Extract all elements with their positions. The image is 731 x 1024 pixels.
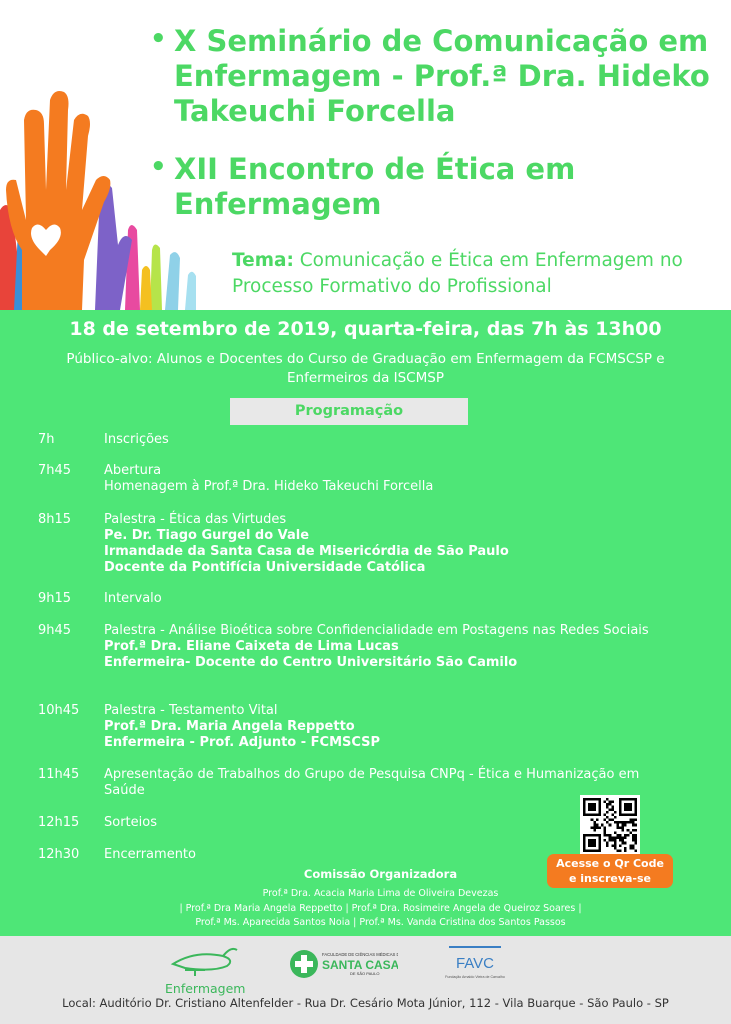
target-audience: Público-alvo: Alunos e Docentes do Curso de Graduação em Enfermagem da FCMSCSP e Enfermeiros da ISCMSP — [66, 351, 665, 386]
theme-text — [232, 248, 727, 300]
activity-text: Palestra - Análise Bioética sobre Confidencialidade em Postagens nas Redes Sociais — [104, 623, 649, 638]
lamp-icon — [165, 944, 245, 978]
logo2-small: FACULDADE DE CIÊNCIAS MÉDICAS DA — [322, 952, 398, 957]
activity-text: Palestra - Ética das Virtudes — [104, 512, 287, 527]
committee-line: Prof.ª Dra. Acacia Maria Lima de Oliveira Devezas — [262, 888, 499, 899]
program-row — [38, 703, 678, 751]
footer — [0, 936, 731, 1024]
program-heading: Programação — [230, 398, 468, 425]
logo3-sub: Fundação Arnaldo Vieira de Carvalho — [445, 975, 505, 979]
program-row — [38, 591, 678, 607]
logo3-text: FAVC — [455, 955, 495, 972]
speaker-text: Enfermeira - Prof. Adjunto - FCMSCSP — [104, 735, 381, 750]
qr-code-icon — [583, 798, 637, 852]
committee-line: Prof.ª Ms. Aparecida Santos Noia | Prof.ª Ms. Vanda Cristina dos Santos Passos — [195, 917, 566, 928]
header-section — [0, 0, 731, 310]
program-row — [38, 432, 678, 448]
speaker-text: Pe. Dr. Tiago Gurgel do Vale — [104, 528, 310, 543]
bullet-icon: • — [150, 24, 167, 54]
activity-text: Apresentação de Trabalhos do Grupo de Pesquisa CNPq - Ética e Humanização em Saúde — [104, 767, 640, 798]
activity-text: Intervalo — [104, 591, 162, 606]
program-activity — [104, 591, 678, 607]
program-time: 7h45 — [38, 463, 72, 478]
activity-text: Homenagem à Prof.ª Dra. Hideko Takeuchi Forcella — [104, 479, 434, 494]
event-date: 18 de setembro de 2019, quarta-feira, das 7h às 13h00 — [69, 318, 662, 340]
program-row — [38, 512, 678, 576]
program-row — [38, 463, 678, 495]
qr-button-line2: e inscreva-se — [568, 872, 651, 885]
program-time: 9h45 — [38, 623, 72, 638]
program-time: 12h15 — [38, 815, 80, 830]
program-activity — [104, 432, 678, 448]
activity-text: Abertura — [104, 463, 162, 478]
speaker-text: Enfermeira- Docente do Centro Universitário São Camilo — [104, 655, 518, 670]
seminar-title: • X Seminário de Comunicação em Enfermagem - Prof.ª Dra. Hideko Takeuchi Forcella — [150, 24, 710, 128]
program-activity — [104, 463, 678, 495]
bullet-icon: • — [150, 152, 167, 182]
activity-text: Encerramento — [104, 847, 196, 862]
theme-value: Comunicação e Ética em Enfermagem no Processo Formativo do Profissional — [232, 250, 683, 297]
logo2-main: SANTA CASA — [322, 958, 398, 972]
activity-text: Palestra - Testamento Vital — [104, 703, 278, 718]
program-time: 11h45 — [38, 767, 80, 782]
qr-code[interactable] — [580, 795, 640, 855]
enfermagem-logo-text: Enfermagem — [165, 981, 246, 996]
committee-line: | Prof.ª Dra Maria Angela Reppetto | Prof.ª Dra. Rosimeire Angela de Queiroz Soares | — [179, 903, 582, 914]
speaker-text: Irmandade da Santa Casa de Misericórdia de São Paulo — [104, 544, 509, 559]
committee-title: Comissão Organizadora — [303, 867, 458, 881]
qr-button-line1: Acesse o Qr Code — [556, 857, 664, 870]
santa-casa-icon — [288, 944, 398, 984]
program-time: 7h — [38, 432, 55, 447]
activity-text: Sorteios — [104, 815, 157, 830]
program-activity — [104, 512, 678, 576]
program-activity — [104, 623, 678, 671]
program-time: 9h15 — [38, 591, 72, 606]
favc-logo — [445, 944, 505, 996]
favc-icon — [445, 944, 505, 986]
program-time: 10h45 — [38, 703, 80, 718]
encounter-title: • XII Encontro de Ética em Enfermagem — [150, 152, 576, 221]
speaker-text: Prof.ª Dra. Maria Angela Reppetto — [104, 719, 355, 734]
activity-text: Inscrições — [104, 432, 169, 447]
santa-casa-logo — [288, 944, 398, 996]
speaker-text: Docente da Pontifícia Universidade Católica — [104, 560, 426, 575]
logo2-sub: DE SÃO PAULO — [350, 971, 380, 976]
event-location: Local: Auditório Dr. Cristiano Altenfelder - Rua Dr. Cesário Mota Júnior, 112 - Vila Buarque - São Paulo - SP — [62, 996, 669, 1010]
program-time: 8h15 — [38, 512, 72, 527]
speaker-text: Prof.ª Dra. Eliane Caixeta de Lima Lucas — [104, 639, 399, 654]
theme-label: Tema: — [232, 250, 294, 271]
program-time: 12h30 — [38, 847, 80, 862]
program-row — [38, 623, 678, 671]
program-section — [0, 310, 731, 936]
enfermagem-logo — [165, 944, 245, 996]
program-activity — [104, 703, 678, 751]
